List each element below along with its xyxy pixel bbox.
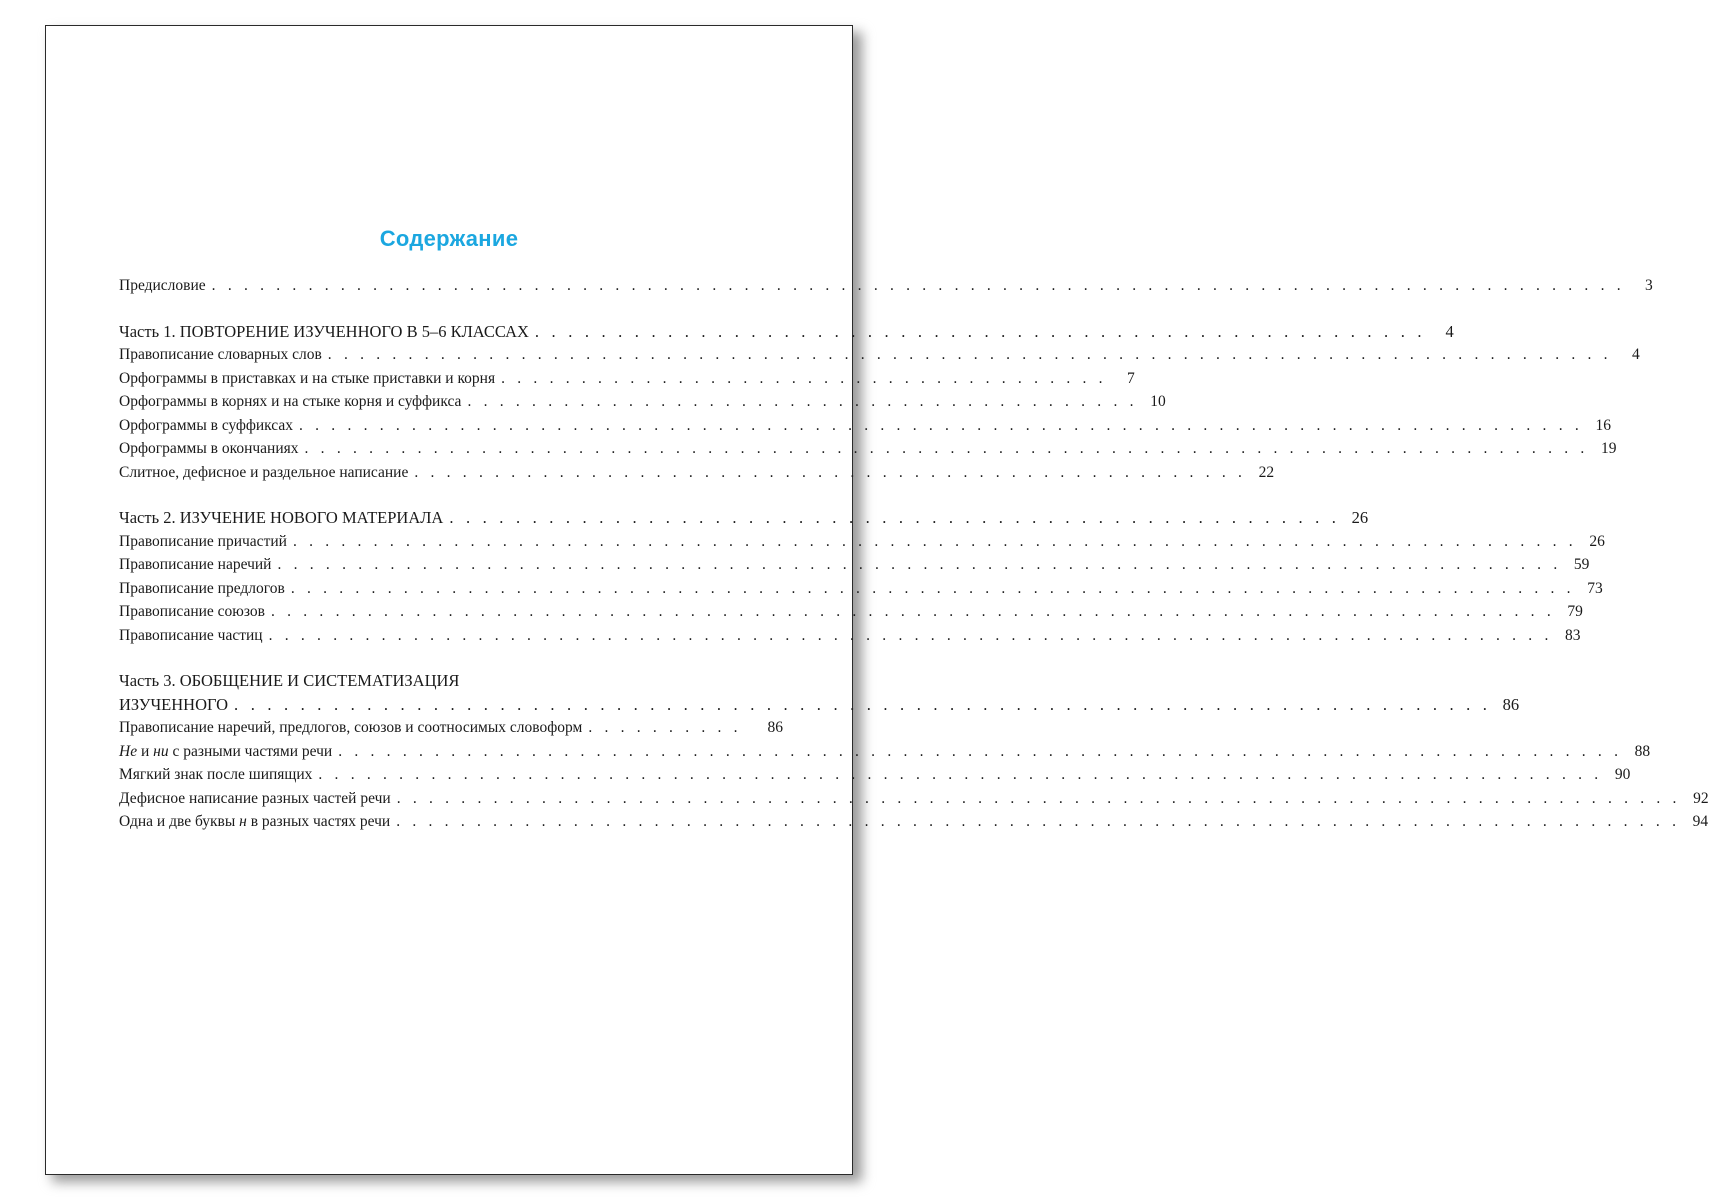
leader-dots: . . . . . . . . . . . . . . . . . . . . . . . . . . . . . . . . . . . . . . . . . . . . . . . . . . . . . . <box>449 508 1341 527</box>
toc-entry[interactable] <box>119 343 1640 367</box>
toc-page-number: 73 <box>1587 579 1603 597</box>
leader-dots: . . . . . . . . . . . . . . . . . . . . . . . . . . . . . . . . . . . . . . . . . . . . . . . . . . . . . . . . . . . . . . . . . . . . . . . . . . . . <box>234 694 1492 714</box>
toc-page-number: 3 <box>1645 277 1653 294</box>
toc-label: Орфограммы в окончаниях <box>119 440 299 457</box>
toc-page-number: 19 <box>1600 440 1617 457</box>
leader-dots: . . . . . . . . . . . . . . . . . . . . . . . . . . . . . . . . . . . . . . . . . . . . . . . . . . . . . . . . . . . . . . . . . . . . . . . . . . . . . . . . <box>304 440 1589 457</box>
leader-dots: . . . . . . . . . . . . . . . . . . . . . . . . . . . . . . . . . . . . . . . . . . . . . . . . . . . . . . . . . . . . . . . . . . . . . . . . . . . . . . . . <box>396 789 1681 807</box>
leader-dots: . . . . . . . . . . . . . . . . . . . . . . . . . . . . . . . . . . . . . . . . . . . . . . . . . . . . . . . . . . . . . . . . . . . . . . . . . . . . . . . . <box>299 416 1583 434</box>
leader-dots: . . . . . . . . . . <box>588 719 742 736</box>
toc-label: Дефисное написание разных частей речи <box>119 789 391 807</box>
toc-page-number: 16 <box>1595 416 1611 434</box>
toc-page-number: 22 <box>1258 463 1275 481</box>
toc-entry[interactable] <box>119 787 1709 811</box>
leader-dots: . . . . . . . . . . . . . . . . . . . . . . . . . . . . . . . . . . . . . . . . . . . . . . . . . . . . . . . . . . . . . . . . . . . . . . . . . . . . . . . . <box>318 766 1603 783</box>
toc-entry[interactable] <box>119 624 1581 648</box>
toc-page-number: 10 <box>1150 393 1166 410</box>
toc-part-heading: Часть 1. ПОВТОРЕНИЕ ИЗУЧЕННОГО В 5–6 КЛАССАХ <box>119 321 529 341</box>
leader-dots: . . . . . . . . . . . . . . . . . . . . . . . . . . . . . . . . . . . . . . . . . . . . . . . . . . . . <box>414 463 1247 481</box>
page-title: Содержание <box>379 226 519 251</box>
document-page <box>45 25 1709 1175</box>
toc-label: Правописание словарных слов <box>119 346 322 363</box>
toc-label: Правописание наречий <box>119 556 272 573</box>
leader-dots: . . . . . . . . . . . . . . . . . . . . . . . . . . . . . . . . . . . . . . . . . . . . . . . . . . . . . . . . . . . . . . . . . . . . . . . . . . . . . . . . <box>327 346 1612 363</box>
toc-part-1[interactable] <box>119 320 1454 344</box>
toc-page-number: 90 <box>1614 766 1631 783</box>
toc-entry[interactable] <box>119 577 1603 601</box>
toc-page-number: 88 <box>1634 742 1651 760</box>
toc-entry[interactable] <box>119 763 1631 787</box>
toc-page-number: 92 <box>1693 789 1709 807</box>
toc-page-number: 86 <box>767 719 783 736</box>
leader-dots: . . . . . . . . . . . . . . . . . . . . . . . . . . . . . . . . . . . . . . . . . . . . . . . . . . . . . . . . . . . . . . . . . . . . . . . . . . . . . . . . <box>292 532 1577 550</box>
leader-dots: . . . . . . . . . . . . . . . . . . . . . . . . . . . . . . . . . . . . . . . . . . . . . . . . . . . . . . . . . . . . . . . . . . . . . . . . . . . . . . . . <box>268 626 1553 644</box>
toc-label: Правописание частиц <box>119 626 263 644</box>
toc-label: Одна и две буквы н в разных частях речи <box>119 813 391 830</box>
toc-label: Орфограммы в корнях и на стыке корня и суффикса <box>119 393 462 410</box>
leader-dots: . . . . . . . . . . . . . . . . . . . . . . . . . . . . . . . . . . . . . . . . . . . . . . . . . . . . . . . . . . . . . . . . . . . . . . . . . . . . . . . . <box>290 579 1575 597</box>
toc-entry[interactable] <box>119 716 783 740</box>
toc-label: Слитное, дефисное и раздельное написание <box>119 463 409 481</box>
toc-entry[interactable] <box>119 367 1135 391</box>
toc-page-number: 4 <box>1631 346 1640 363</box>
leader-dots: . . . . . . . . . . . . . . . . . . . . . . . . . . . . . . . . . . . . . . . . . . . . . . . . . . . . . . . . . . . . . . . . . . . . . . . . . . . . . . . . <box>396 813 1681 830</box>
toc-entry[interactable] <box>119 414 1611 438</box>
toc-entry-preface[interactable] <box>119 274 1653 298</box>
toc-label: Правописание союзов <box>119 603 265 620</box>
toc-entry[interactable] <box>119 530 1605 554</box>
toc-entry[interactable] <box>119 461 1275 485</box>
toc-label: Предисловие <box>119 277 206 294</box>
leader-dots: . . . . . . . . . . . . . . . . . . . . . . . . . . . . . . . . . . . . . . . . . . . . . . . . . . . . . . . . . . . . . . . . . . . . . . . . . . . . . . . . <box>338 742 1623 760</box>
toc-entry[interactable] <box>119 390 1166 414</box>
toc-page-number: 59 <box>1573 556 1590 573</box>
toc-entry[interactable] <box>119 553 1590 577</box>
leader-dots: . . . . . . . . . . . . . . . . . . . . . . . . . . . . . . . . . . . . . . . . . . <box>467 393 1138 410</box>
leader-dots: . . . . . . . . . . . . . . . . . . . . . . . . . . . . . . . . . . . . . . . . . . . . . . . . . . . . . . . . . . . . . . . . . . . . . . . . . . . . . . . . <box>270 603 1555 620</box>
leader-dots: . . . . . . . . . . . . . . . . . . . . . . . . . . . . . . . . . . . . . . . . . . . . . . . . . . . . . . . . . . . . . . . . . . . . . . . . . . . . . . . . . . . . . . . . <box>211 277 1625 294</box>
leader-dots: . . . . . . . . . . . . . . . . . . . . . . . . . . . . . . . . . . . . . . <box>501 369 1107 387</box>
toc-entry[interactable] <box>119 600 1583 624</box>
toc-page-number: 79 <box>1567 603 1583 620</box>
toc-label: Правописание предлогов <box>119 579 285 597</box>
table-of-contents <box>119 274 1709 834</box>
toc-page-number: 83 <box>1565 626 1581 644</box>
toc-label: Орфограммы в приставках и на стыке приставки и корня <box>119 369 496 387</box>
toc-entry[interactable] <box>119 740 1651 764</box>
toc-entry[interactable] <box>119 810 1709 834</box>
toc-page-number: 86 <box>1502 694 1520 714</box>
toc-page-number: 26 <box>1589 532 1605 550</box>
toc-part-heading: Часть 2. ИЗУЧЕНИЕ НОВОГО МАТЕРИАЛА <box>119 508 444 527</box>
toc-label: Орфограммы в суффиксах <box>119 416 293 434</box>
toc-page-number: 4 <box>1445 321 1454 341</box>
toc-part-2[interactable] <box>119 506 1369 530</box>
toc-label: Мягкий знак после шипящих <box>119 766 313 783</box>
toc-label: Не и ни с разными частями речи <box>119 742 333 760</box>
toc-label: Правописание причастий <box>119 532 287 550</box>
toc-part-heading: ИЗУЧЕННОГО <box>119 694 229 714</box>
leader-dots: . . . . . . . . . . . . . . . . . . . . . . . . . . . . . . . . . . . . . . . . . . . . . . . . . . . . . . . . . . . . . . . . . . . . . . . . . . . . . . . . <box>277 556 1562 573</box>
toc-label: Правописание наречий, предлогов, союзов и соотносимых словоформ <box>119 719 583 736</box>
toc-page-number: 94 <box>1692 813 1709 830</box>
toc-entry[interactable] <box>119 437 1617 461</box>
toc-part-3[interactable] <box>119 693 1520 717</box>
toc-part-3-heading-line1[interactable]: Часть 3. ОБОБЩЕНИЕ И СИСТЕМАТИЗАЦИЯ <box>119 671 460 690</box>
leader-dots: . . . . . . . . . . . . . . . . . . . . . . . . . . . . . . . . . . . . . . . . . . . . . . . . . . . . . . <box>534 321 1426 341</box>
toc-page-number: 26 <box>1351 508 1369 527</box>
toc-page-number: 7 <box>1127 369 1135 387</box>
